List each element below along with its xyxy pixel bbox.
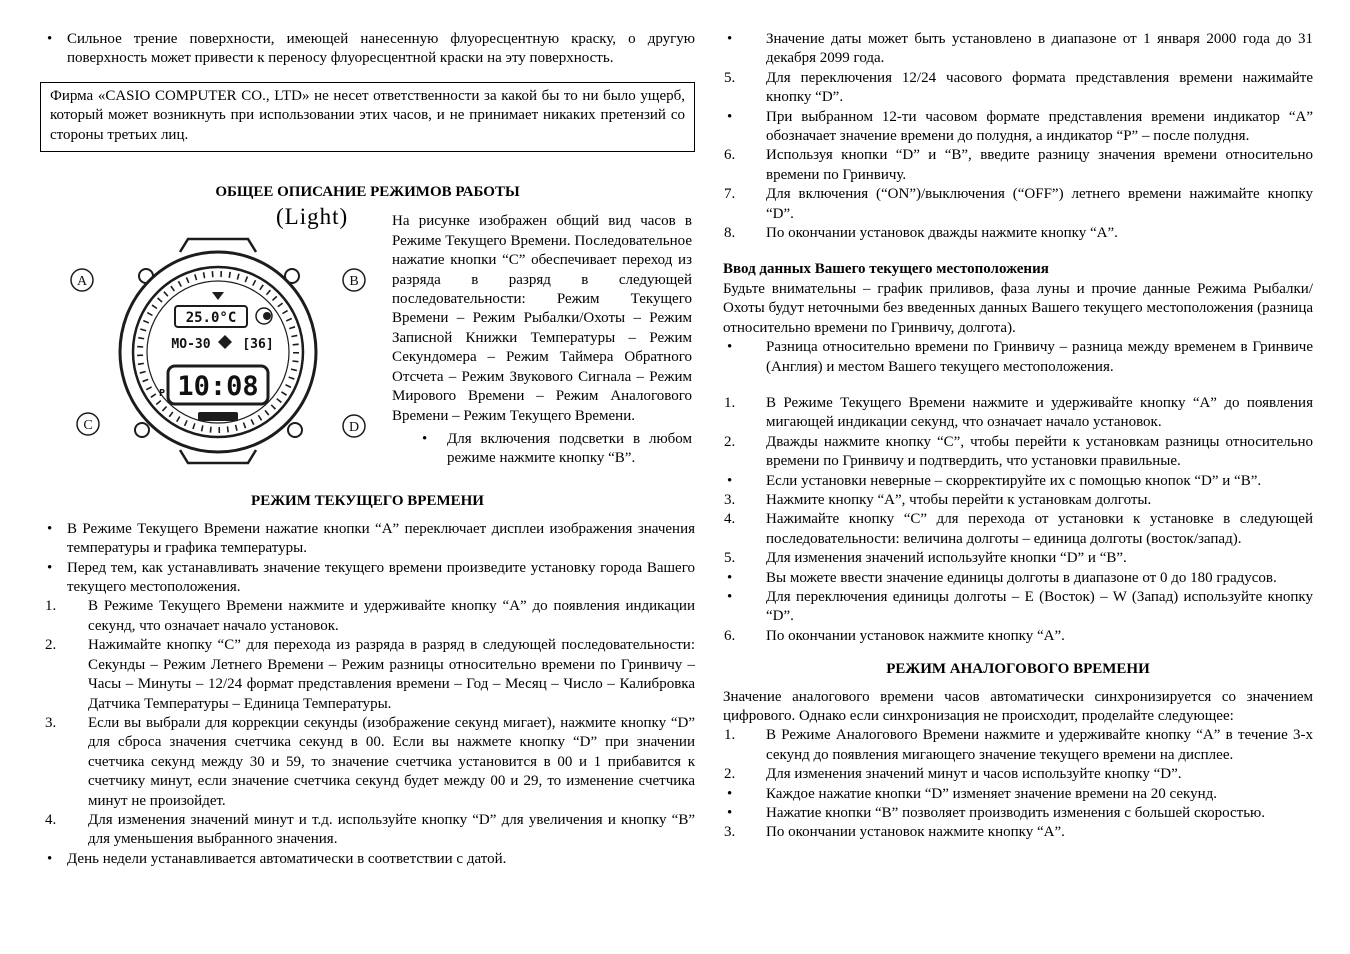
right-column	[723, 30, 1313, 869]
item-text: Если вы выбрали для коррекции секунды (изображение секунд мигает), нажмите кнопку “D” для сброса значения счетчика секунд в 00. Если вы нажмете кнопку “D” при значении счетчика секунд между 30 и 59, то значение счетчика установится в 00 и 1 прибавится к счетчику минут, если значение счетчика секунд будет между 00 и 29, то изменение счетчика минут не произойдет.	[88, 714, 695, 809]
temp-display: 25.0°C	[185, 310, 237, 327]
light-label: (Light)	[276, 204, 349, 230]
item-text: Нажимайте кнопку “С” для перехода из разряда в разряд в следующей последовательности: Секунды – Режим Летнего Времени – Режим разницы относительно времени по Гринвичу – Часы – Минуты – 12/24 формат представления времени – Год – Месяц – Число – Калибровка Датчика Температуры – Единица Температуры.	[88, 637, 695, 712]
item-number: 5.	[724, 550, 736, 567]
bullet-item	[40, 520, 695, 559]
item-text: По окончании установок дважды нажмите кнопку “А”.	[766, 225, 1118, 242]
bullet-marker: •	[727, 31, 733, 47]
bullet-item	[723, 108, 1313, 147]
item-number: 4.	[724, 511, 736, 528]
numbered-item	[723, 185, 1313, 224]
watch-figure	[40, 204, 695, 478]
item-number: 2.	[724, 766, 736, 783]
figure-caption	[392, 210, 692, 478]
item-number: 1.	[45, 598, 57, 615]
bullet-item	[392, 430, 692, 469]
button-label-c: C	[83, 418, 93, 434]
numbered-item	[723, 146, 1313, 185]
day-date-display: MO-30	[171, 337, 211, 353]
item-text: Если установки неверные – скорректируйте их с помощью кнопок “D” и “В”.	[766, 472, 1262, 489]
numbered-item	[723, 394, 1313, 433]
time-display: 10:08	[177, 371, 259, 403]
bullet-item	[723, 804, 1313, 823]
paragraph: На рисунке изображен общий вид часов в Режиме Текущего Времени. Последовательное нажатие кнопки “С” обеспечивает переход из разряда в разряд в следующей последовательности: Режим Текущего Времени – Режим Рыбалки/Охоты – Режим Записной Книжки Температуры – Режим Секундомера – Режим Таймера Обратного Отсчета – Режим Звукового Сигнала – Режим Мирового Времени – Режим Аналогового Времени – Режим Текущего Времени.	[392, 213, 692, 424]
numbered-item	[40, 811, 695, 850]
item-number: 1.	[724, 727, 736, 744]
numbered-item	[40, 714, 695, 811]
item-text: Для включения (“ON”)/выключения (“OFF”) летнего времени нажимайте кнопку “D”.	[766, 186, 1313, 222]
item-text: Дважды нажмите кнопку “С”, чтобы перейти к установкам разницы относительно времени по Гринвичу и подтвердить, что установки правильные.	[766, 433, 1313, 470]
item-text: Для изменения значений минут и часов используйте кнопку “D”.	[766, 766, 1182, 783]
left-column	[40, 30, 695, 869]
numbered-item	[723, 510, 1313, 549]
item-text: Нажимайте кнопку “С” для перехода от установки к установке в следующей последовательности: величина долготы – единица долготы (восток/запад).	[766, 511, 1313, 547]
bullet-marker: •	[727, 785, 733, 802]
bullet-item	[40, 30, 695, 69]
item-number: 1.	[724, 394, 736, 411]
item-number: 3.	[724, 824, 736, 841]
bullet-item	[40, 559, 695, 598]
numbered-item	[723, 726, 1313, 765]
item-text: Значение даты может быть установлено в диапазоне от 1 января 2000 года до 31 декабря 2099 года.	[766, 31, 1313, 67]
item-number: 4.	[45, 811, 57, 828]
bullet-marker: •	[47, 850, 53, 867]
bullet-marker: •	[47, 520, 53, 537]
bullet-item	[723, 588, 1313, 627]
item-text: По окончании установок нажмите кнопку “А”.	[766, 627, 1065, 644]
item-text: Для изменения значений используйте кнопки “D” и “В”.	[766, 550, 1127, 567]
bullet-marker: •	[727, 805, 733, 822]
paragraph: Значение аналогового времени часов автоматически синхронизируется со значением цифрового. Однако если синхронизация не происходит, проделайте следующее:	[723, 688, 1313, 724]
item-text: При выбранном 12-ти часовом формате представления времени индикатор “А” обозначает значение времени до полудня, а индикатор “Р” – после полудня.	[766, 108, 1313, 145]
bullet-marker: •	[47, 559, 53, 576]
item-text: В Режиме Текущего Времени нажатие кнопки “А” переключает дисплеи изображения значения температуры и графика температуры.	[67, 520, 695, 557]
item-text: В Режиме Текущего Времени нажмите и удерживайте кнопку “А” до появления мигающей индикации секунд, что означает начало установок.	[766, 394, 1313, 431]
item-text: Каждое нажатие кнопки “D” изменяет значение времени на 20 секунд.	[766, 785, 1217, 802]
bullet-item	[723, 785, 1313, 804]
item-text: Перед тем, как устанавливать значение текущего времени произведите установку города Вашего текущего местоположения.	[67, 559, 695, 596]
section-heading: РЕЖИМ ТЕКУЩЕГО ВРЕМЕНИ	[251, 493, 484, 510]
button-label-d: D	[348, 420, 360, 436]
bullet-marker: •	[727, 472, 733, 489]
item-text: Используя кнопки “D” и “В”, введите разницу значения времени относительно времени по Гринвичу.	[766, 147, 1313, 183]
disclaimer-box: Фирма «CASIO COMPUTER CO., LTD» не несет ответственности за какой бы то ни было ущерб, который может возникнуть при использовании этих часов, и не принимает никаких претензий со стороны третьих лиц.	[40, 82, 695, 152]
left-bottom-blocks	[40, 492, 695, 869]
bullet-marker: •	[47, 31, 53, 47]
subsection-heading: Ввод данных Вашего текущего местоположения	[723, 261, 1049, 278]
item-text: Разница относительно времени по Гринвичу – разница между временем в Гринвиче (Англия) и местом Вашего текущего местоположения.	[766, 339, 1313, 375]
item-text: Для переключения 12/24 часового формата представления времени нажимайте кнопку “D”.	[766, 69, 1313, 106]
bullet-item	[723, 472, 1313, 491]
item-number: 5.	[724, 69, 736, 86]
item-text: Вы можете ввести значение единицы долготы в диапазоне от 0 до 180 градусов.	[766, 569, 1277, 586]
item-text: Сильное трение поверхности, имеющей нанесенную флуоресцентную краску, о другую поверхность может привести к переносу флуоресцентной краски на эту поверхность.	[67, 31, 695, 67]
item-text: Для включения подсветки в любом режиме нажмите кнопку “В”.	[447, 430, 692, 467]
item-number: 6.	[724, 147, 736, 164]
item-number: 3.	[724, 491, 736, 508]
item-text: Для переключения единицы долготы – E (Восток) – W (Запад) используйте кнопку “D”.	[766, 588, 1313, 625]
numbered-item	[723, 823, 1313, 842]
item-number: 2.	[724, 433, 736, 450]
moon-icon-fill	[263, 312, 271, 320]
item-text: Для изменения значений минут и т.д. используйте кнопку “D” для увеличения и кнопку “В” для уменьшения выбранного значения.	[88, 811, 695, 848]
bullet-marker: •	[422, 430, 428, 447]
left-top-blocks	[40, 30, 695, 202]
button-label-b: B	[349, 274, 359, 290]
numbered-item	[723, 69, 1313, 108]
button-label-a: A	[76, 274, 88, 290]
item-number: 6.	[724, 627, 736, 644]
item-text: В Режиме Аналогового Времени нажмите и удерживайте кнопку “А” в течение 3-х секунд до появления мигающего значение текущего времени на дисплее.	[766, 727, 1313, 763]
numbered-item	[723, 549, 1313, 568]
numbered-item	[40, 636, 695, 714]
numbered-item	[723, 627, 1313, 646]
numbered-item	[723, 433, 1313, 472]
item-number: 7.	[724, 186, 736, 203]
bullet-marker: •	[727, 339, 733, 356]
pm-indicator: P	[159, 388, 166, 400]
bullet-item	[723, 569, 1313, 588]
item-number: 2.	[45, 637, 57, 654]
numbered-item	[40, 597, 695, 636]
item-number: 3.	[45, 714, 57, 731]
section-heading: РЕЖИМ АНАЛОГОВОГО ВРЕМЕНИ	[886, 661, 1150, 678]
bullet-item	[723, 30, 1313, 69]
numbered-item	[723, 224, 1313, 243]
watch-drawing	[52, 234, 374, 470]
dial-bottom-band	[198, 412, 238, 421]
spacer	[723, 377, 1313, 394]
bullet-item	[40, 850, 695, 869]
bullet-marker: •	[727, 588, 733, 605]
bullet-item	[723, 338, 1313, 377]
item-text: День недели устанавливается автоматически в соответствии с датой.	[67, 850, 507, 867]
item-text: Нажмите кнопку “А”, чтобы перейти к установкам долготы.	[766, 491, 1152, 508]
item-text: Нажатие кнопки “В” позволяет производить изменения с большей скоростью.	[766, 805, 1266, 822]
item-number: 8.	[724, 225, 736, 242]
watch-top-lug	[180, 239, 256, 252]
tide-display: [36]	[242, 337, 274, 353]
section-heading: ОБЩЕЕ ОПИСАНИЕ РЕЖИМОВ РАБОТЫ	[215, 184, 520, 201]
paragraph: Будьте внимательны – график приливов, фаза луны и прочие данные Режима Рыбалки/Охоты будут неточными без введенных данных Вашего текущего местоположения (разница относительно времени по Гринвичу, долгота).	[723, 280, 1313, 336]
bullet-marker: •	[727, 108, 733, 125]
bullet-marker: •	[727, 569, 733, 586]
item-text: В Режиме Текущего Времени нажмите и удерживайте кнопку “А” до появления индикации секунд, что означает начало установок.	[88, 598, 695, 634]
numbered-item	[723, 765, 1313, 784]
item-text: По окончании установок нажмите кнопку “А”.	[766, 824, 1065, 841]
spacer	[40, 152, 695, 169]
watch-illustration	[40, 204, 392, 478]
numbered-item	[723, 491, 1313, 510]
